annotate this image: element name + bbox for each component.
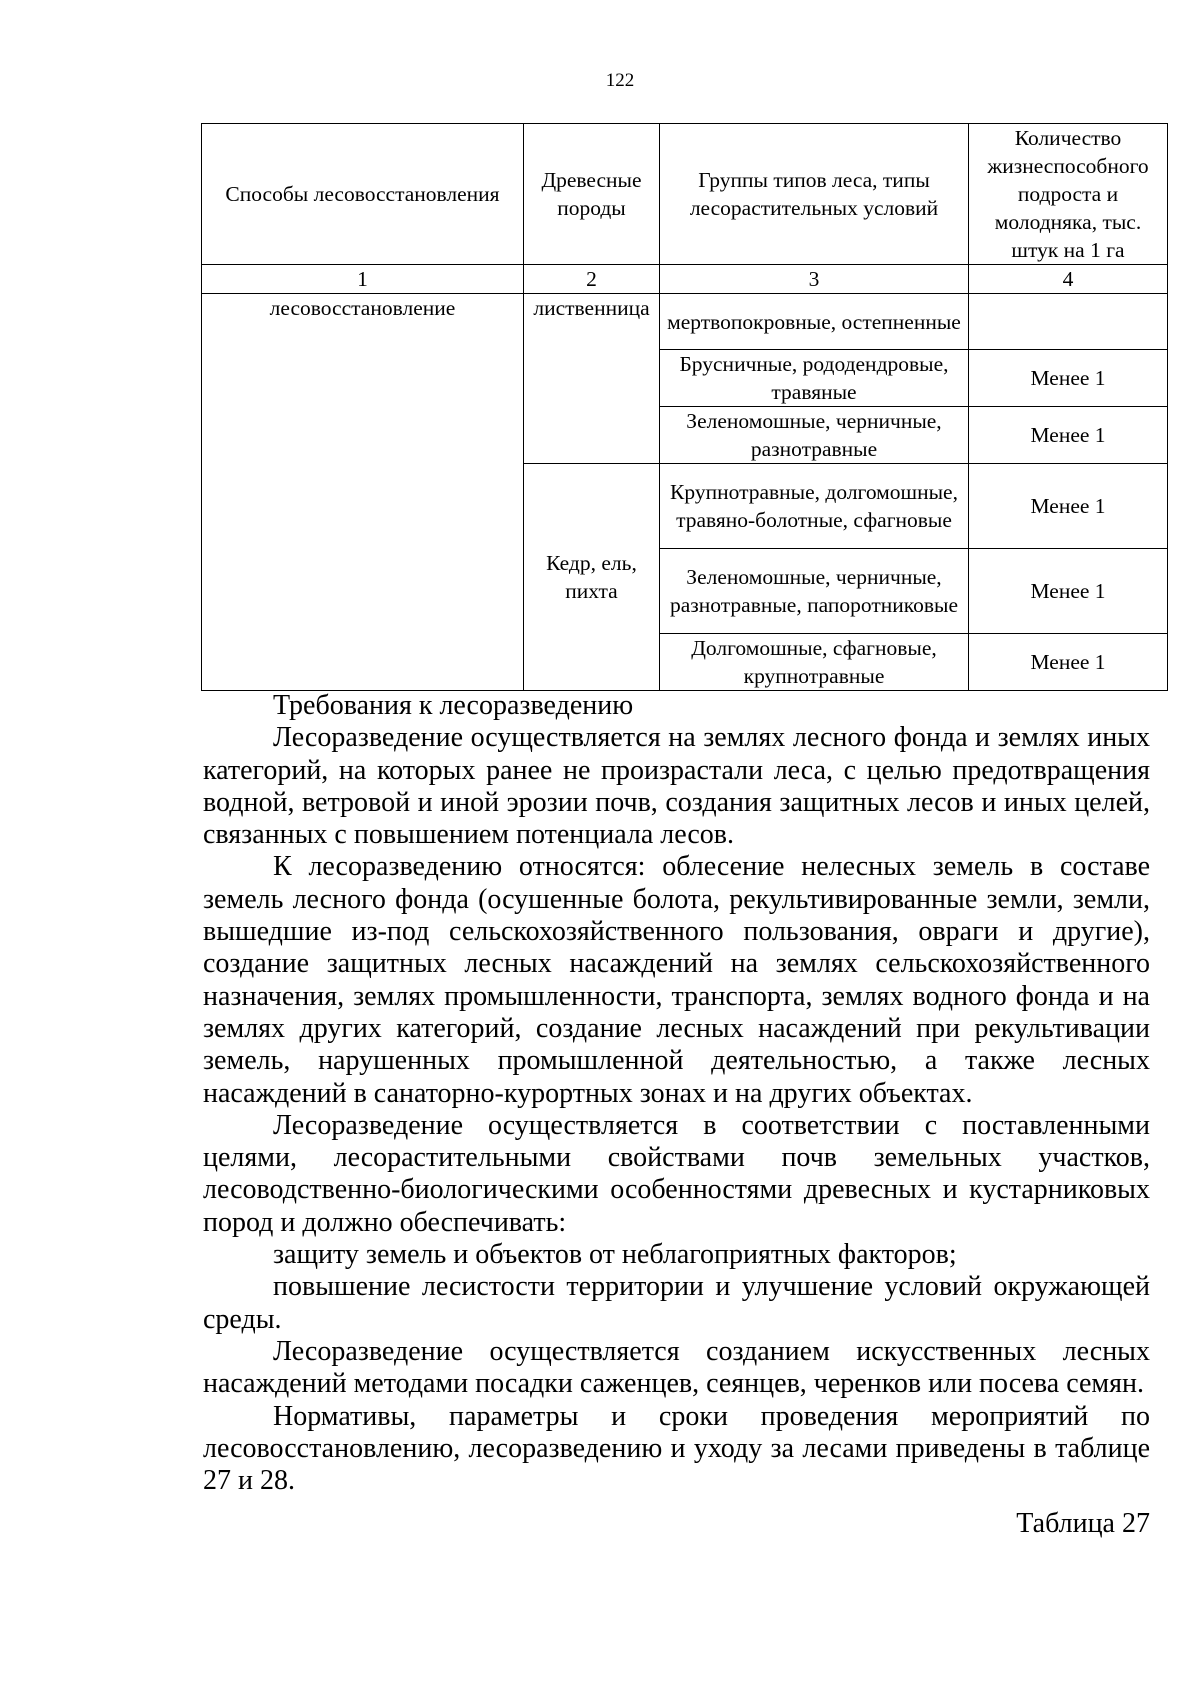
- table-caption: Таблица 27: [1016, 1508, 1150, 1540]
- table-number-row: [202, 265, 1168, 294]
- header-methods: Способы лесовосстановления: [202, 124, 524, 265]
- forest-type-cell: Зеленомошные, черничные, разнотравные: [660, 407, 969, 464]
- species-cell: Кедр, ель, пихта: [524, 464, 660, 691]
- amount-cell: Менее 1: [969, 634, 1168, 691]
- method-cell: лесовосстановление: [202, 294, 524, 691]
- column-number: 1: [202, 265, 524, 294]
- amount-cell: [969, 294, 1168, 350]
- reforestation-table: [201, 123, 1168, 691]
- header-amount: Количество жизнеспособного подроста и молодняка, тыс. штук на 1 га: [969, 124, 1168, 265]
- list-item: защиту земель и объектов от неблагоприятных факторов;: [273, 1239, 957, 1271]
- paragraph: Лесоразведение осуществляется на землях лесного фонда и землях иных категорий, на которых ранее не произрастали леса, с целью предотвращения водной, ветровой и иной эрозии почв, создания защитных лесов и иных целей, связанных с повышением потенциала лесов.: [203, 722, 1150, 851]
- column-number: 2: [524, 265, 660, 294]
- column-number: 4: [969, 265, 1168, 294]
- forest-type-cell: Брусничные, рододендровые, травяные: [660, 350, 969, 407]
- section-heading: Требования к лесоразведению: [273, 690, 634, 721]
- table-row: [202, 294, 1168, 350]
- page-number: 122: [605, 70, 635, 91]
- amount-cell: Менее 1: [969, 464, 1168, 549]
- column-number: 3: [660, 265, 969, 294]
- header-species: Древесные породы: [524, 124, 660, 265]
- species-cell: лиственница: [524, 294, 660, 464]
- forest-type-cell: Долгомошные, сфагновые, крупнотравные: [660, 634, 969, 691]
- paragraph: Лесоразведение осуществляется созданием искусственных лесных насаждений методами посадки саженцев, сеянцев, черенков или посева семян.: [203, 1335, 1150, 1400]
- amount-cell: Менее 1: [969, 549, 1168, 634]
- forest-type-cell: Зеленомошные, черничные, разнотравные, папоротниковые: [660, 549, 969, 634]
- amount-cell: Менее 1: [969, 407, 1168, 464]
- paragraph: Нормативы, параметры и сроки проведения мероприятий по лесовосстановлению, лесоразведению и уходу за лесами приведены в таблице 27 и 28.: [203, 1400, 1150, 1497]
- forest-type-cell: Крупнотравные, долгомошные, травяно-болотные, сфагновые: [660, 464, 969, 549]
- paragraph: К лесоразведению относятся: облесение нелесных земель в составе земель лесного фонда (осушенные болота, рекультивированные земли, земли, вышедшие из-под сельскохозяйственного пользования, овраги и другие), создание защитных лесных насаждений на землях сельскохозяйственного назначения, землях промышленности, транспорта, землях водного фонда и на землях других категорий, создание лесных насаждений при рекультивации земель, нарушенных промышленной деятельностью, а также лесных насаждений в санаторно-курортных зонах и на других объектах.: [203, 851, 1150, 1109]
- forest-type-cell: мертвопокровные, остепненные: [660, 294, 969, 350]
- paragraph: Лесоразведение осуществляется в соответствии с поставленными целями, лесорастительными свойствами почв земельных участков, лесоводственно-биологическими особенностями древесных и кустарниковых пород и должно обеспечивать:: [203, 1109, 1150, 1238]
- header-forest-types: Группы типов леса, типы лесорастительных условий: [660, 124, 969, 265]
- list-item: повышение лесистости территории и улучшение условий окружающей среды.: [203, 1271, 1150, 1335]
- body-text: [203, 690, 1150, 1541]
- table-header-row: [202, 124, 1168, 265]
- amount-cell: Менее 1: [969, 350, 1168, 407]
